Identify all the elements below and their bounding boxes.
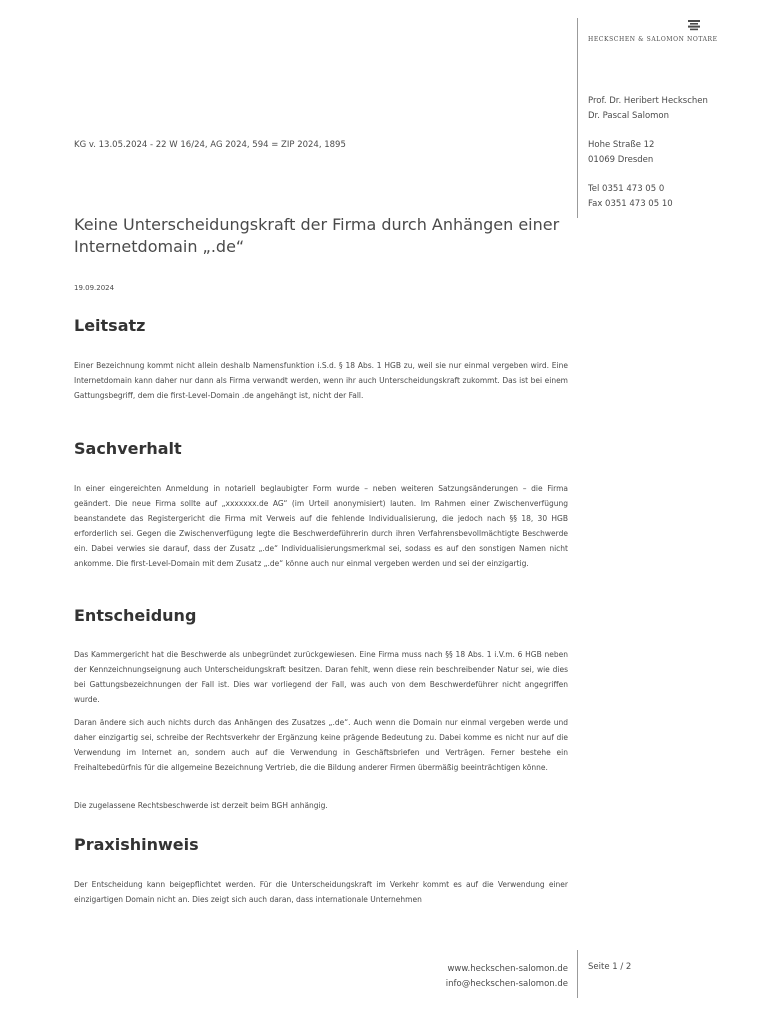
leitsatz-paragraph: Einer Bezeichnung kommt nicht allein deshalb Namensfunktion i.S.d. § 18 Abs. 1 HGB zu, weil sie nur einmal vergeben wird. Eine Internetdomain kann daher nur dann als Firma verwandt werden, wenn ihr auch Unterscheidungskraft zukommt. Das ist bei einem Gattungsbegriff, dem die first-Level-Domain .de angehängt ist, nicht der Fall. — [74, 361, 568, 400]
contact-name-1: Prof. Dr. Heribert Heckschen — [588, 96, 708, 106]
contact-name-2: Dr. Pascal Salomon — [588, 110, 670, 121]
contact-block — [588, 94, 708, 211]
entscheidung-paragraph-3: Die zugelassene Rechtsbeschwerde ist derzeit beim BGH anhängig. — [74, 801, 328, 810]
contact-tel: Tel 0351 473 05 0 — [588, 184, 665, 194]
sachverhalt-paragraph: In einer eingereichten Anmeldung in notariell beglaubigter Form wurde – neben weiteren Satzungsänderungen – die Firma geändert. Die neue Firma sollte auf „xxxxxxx.de AG“ (im Urteil anonymisiert) lauten. Im Rahmen einer Zwischenverfügung beanstandete das Registergericht die Firma mit Verweis auf die fehlende Individualisierung, die jedoch nach §§ 18, 30 HGB erforderlich sei. Gegen die Zwischenverfügung legte die Beschwerdeführerin durch ihren Verfahrensbevollmächtigte Beschwerde ein. Dabei verwies sie darauf, dass der Zusatz „.de“ Individualisierungsmerkmal sei, sodass es auf den sonstigen Namen nicht ankomme. Die first-Level-Domain mit dem Zusatz „.de“ könne auch nur einmal vergeben werden und sei der einzigartig. — [74, 484, 568, 568]
footer-contact — [400, 962, 568, 991]
footer-website-link[interactable]: www.heckschen-salomon.de — [447, 964, 568, 974]
section-heading-praxishinweis: Praxishinweis — [74, 835, 199, 854]
entscheidung-paragraph-2: Daran ändere sich auch nichts durch das Anhängen des Zusatzes „.de“. Auch wenn die Domain nur einmal vergeben werde und daher einzigartig sei, schreibe der Rechtsverkehr der Ergänzung keine prägende Bedeutung zu. Dabei komme es nicht nur auf die Verwendung im Internet an, sondern auch auf die Verwendung in Geschäftsbriefen und Verträgen. Ferner bestehe ein Freihaltebedürfnis für die allgemeine Bezeichnung Vertrieb, die die Bildung anderer Firmen übermäßig beeinträchtigen könne. — [74, 718, 568, 772]
header-divider-line — [577, 18, 578, 218]
document-title: Keine Unterscheidungskraft der Firma durch Anhängen einer Internetdomain „.de“ — [74, 215, 560, 256]
contact-city: 01069 Dresden — [588, 154, 654, 165]
case-reference: KG v. 13.05.2024 - 22 W 16/24, AG 2024, 594 = ZIP 2024, 1895 — [74, 140, 346, 150]
logo-mark-icon — [688, 20, 700, 31]
section-heading-sachverhalt: Sachverhalt — [74, 439, 182, 458]
contact-street: Hohe Straße 12 — [588, 140, 655, 150]
section-heading-entscheidung: Entscheidung — [74, 606, 197, 625]
contact-fax: Fax 0351 473 05 10 — [588, 198, 673, 209]
section-heading-leitsatz: Leitsatz — [74, 316, 146, 335]
entscheidung-paragraph-1: Das Kammergericht hat die Beschwerde als unbegründet zurückgewiesen. Eine Firma muss nach §§ 18 Abs. 1 i.V.m. 6 HGB neben der Kennzeichnungseignung auch Unterscheidungskraft besitzen. Daran fehlt, wenn diese rein beschreibender Natur sei, wie dies bei Gattungsbezeichnungen der Fall ist. Dies war vorliegend der Fall, was auch von dem Beschwerdeführer nicht angegriffen wurde. — [74, 650, 568, 704]
praxishinweis-paragraph: Der Entscheidung kann beigepflichtet werden. Für die Unterscheidungskraft im Verkehr kommt es auf die Verwendung einer einzigartigen Domain nicht an. Dies zeigt sich auch daran, dass internationale Unternehmen — [74, 880, 568, 904]
document-date: 19.09.2024 — [74, 284, 115, 292]
footer-email-link[interactable]: info@heckschen-salomon.de — [445, 978, 568, 989]
footer-divider-line — [577, 950, 578, 998]
page-number: Seite 1 / 2 — [588, 962, 632, 972]
logo-text: HECKSCHEN & SALOMON NOTARE — [588, 36, 718, 43]
